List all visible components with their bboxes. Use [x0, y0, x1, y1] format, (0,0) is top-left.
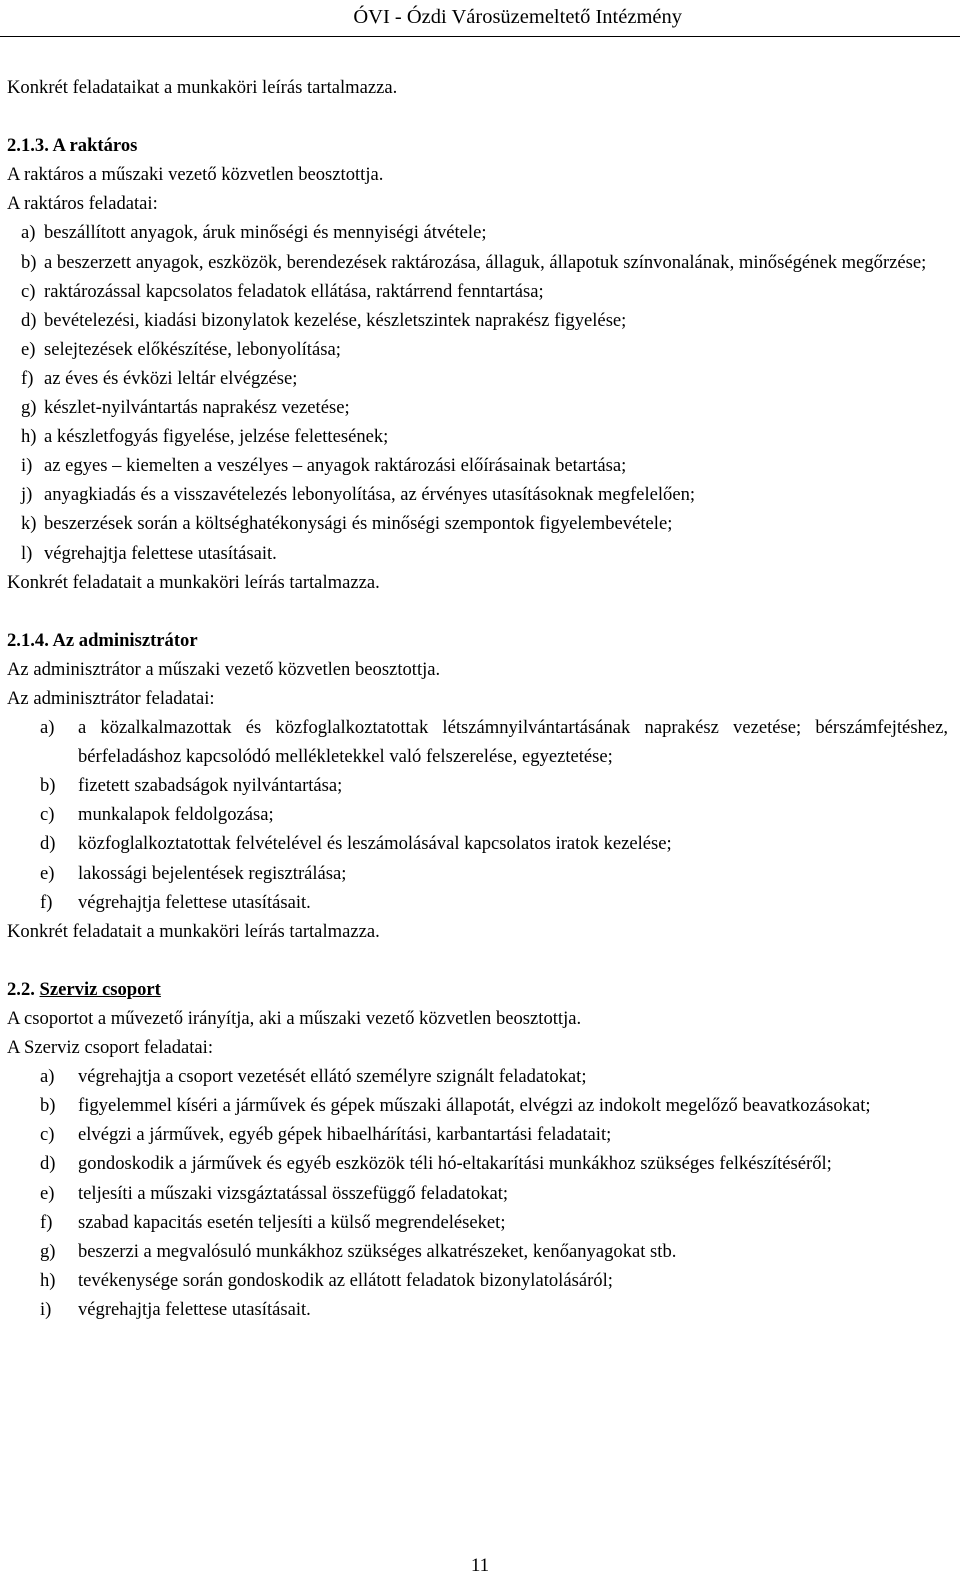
item-text: beszerzi a megvalósuló munkákhoz szükséges alkatrészeket, kenőanyagokat stb.	[78, 1240, 677, 1262]
list-item	[40, 859, 954, 888]
item-label: h)	[40, 1269, 56, 1291]
list-item	[40, 771, 954, 800]
section-title-text: A raktáros	[52, 135, 138, 157]
item-text: tevékenysége során gondoskodik az ellátott feladatok bizonylatolásáról;	[78, 1269, 613, 1291]
list-item	[21, 422, 954, 451]
section-title-szerviz	[7, 975, 954, 1004]
item-label: h)	[21, 426, 37, 448]
section-number: 2.1.3.	[7, 135, 49, 157]
item-text: fizetett szabadságok nyilvántartása;	[78, 775, 343, 797]
list-item	[21, 480, 954, 509]
item-text: gondoskodik a járművek és egyéb eszközök téli hó-eltakarítási munkákhoz szükséges felkészítéséről;	[78, 1153, 832, 1175]
item-label: i)	[21, 455, 33, 477]
item-label: d)	[40, 833, 56, 855]
page-footer	[0, 1555, 960, 1577]
item-label: d)	[40, 1153, 56, 1175]
item-label: d)	[21, 309, 37, 331]
list-item	[21, 218, 954, 247]
list-item	[40, 1149, 954, 1178]
item-text: lakossági bejelentések regisztrálása;	[78, 862, 347, 884]
item-text: selejtezések előkészítése, lebonyolítása;	[44, 338, 341, 360]
item-label: b)	[40, 775, 56, 797]
list-item	[40, 888, 954, 917]
item-text: a beszerzett anyagok, eszközök, berendezések raktározása, állaguk, állapotuk színvonalának, minőségének megőrzése;	[44, 251, 927, 273]
item-label: a)	[40, 1066, 55, 1088]
list-item	[40, 1266, 954, 1295]
list-item	[21, 277, 954, 306]
item-label: c)	[40, 1124, 55, 1146]
tasks-heading: Az adminisztrátor feladatai:	[7, 687, 215, 709]
item-text: raktározással kapcsolatos feladatok ellátása, raktárrend fenntartása;	[44, 280, 544, 302]
tasks-heading: A Szerviz csoport feladatai:	[7, 1037, 214, 1059]
item-label: a)	[40, 717, 55, 739]
task-list-szerviz	[40, 1062, 954, 1324]
item-label: e)	[40, 862, 55, 884]
section-title-raktaros	[7, 131, 954, 160]
item-text: végrehajtja a csoport vezetését ellátó személyre szignált feladatokat;	[78, 1066, 587, 1088]
list-item	[40, 829, 954, 858]
list-item	[40, 1062, 954, 1091]
list-item	[21, 451, 954, 480]
item-text: a készletfogyás figyelése, jelzése felettesének;	[44, 426, 389, 448]
item-text: végrehajtja felettese utasításait.	[78, 891, 311, 913]
list-item	[40, 800, 954, 829]
item-text: az éves és évközi leltár elvégzése;	[44, 367, 298, 389]
item-label: i)	[40, 1298, 52, 1320]
section-number: 2.2.	[7, 978, 35, 1000]
section-title-text: Az adminisztrátor	[52, 629, 198, 651]
subordination-text: Az adminisztrátor a műszaki vezető közvetlen beosztottja.	[7, 658, 441, 680]
item-label: c)	[40, 804, 55, 826]
page-header	[0, 0, 960, 37]
closing-text: Konkrét feladatait a munkaköri leírás tartalmazza.	[7, 571, 380, 593]
list-item	[21, 306, 954, 335]
item-text: készlet-nyilvántartás naprakész vezetése;	[44, 397, 350, 419]
item-label: j)	[21, 484, 33, 506]
list-item	[40, 1120, 954, 1149]
item-text: bevételezési, kiadási bizonylatok kezelése, készletszintek naprakész figyelése;	[44, 309, 627, 331]
item-text: végrehajtja felettese utasításait.	[44, 542, 277, 564]
item-label: c)	[21, 280, 36, 302]
list-item	[40, 1179, 954, 1208]
item-text: teljesíti a műszaki vizsgáztatással összefüggő feladatokat;	[78, 1182, 509, 1204]
document-body	[7, 73, 954, 1324]
list-item	[21, 393, 954, 422]
item-text: beszállított anyagok, áruk minőségi és mennyiségi átvétele;	[44, 222, 487, 244]
item-text: elvégzi a járművek, egyéb gépek hibaelhárítási, karbantartási feladatait;	[78, 1124, 612, 1146]
item-label: k)	[21, 513, 37, 535]
item-label: a)	[21, 222, 36, 244]
section-title-adminisztrator	[7, 626, 954, 655]
header-title: ÓVI - Ózdi Városüzemeltető Intézmény	[353, 6, 682, 28]
item-label: f)	[21, 367, 34, 389]
subordination-text: A csoportot a művezető irányítja, aki a műszaki vezető közvetlen beosztottja.	[7, 1008, 582, 1029]
item-text: szabad kapacitás esetén teljesíti a külső megrendeléseket;	[78, 1211, 506, 1233]
list-item	[40, 713, 954, 771]
item-label: b)	[21, 251, 37, 273]
list-item	[21, 248, 954, 277]
task-list-raktaros	[21, 218, 954, 567]
item-label: e)	[21, 338, 36, 360]
item-text: anyagkiadás és a visszavételezés lebonyolítása, az érvényes utasításoknak megfelelően;	[44, 484, 696, 506]
intro-text: Konkrét feladataikat a munkaköri leírás tartalmazza.	[7, 77, 398, 98]
section-title-text: Szerviz csoport	[39, 978, 161, 1000]
item-label: e)	[40, 1182, 55, 1204]
list-item	[40, 1295, 954, 1324]
item-label: l)	[21, 542, 33, 564]
subordination-text: A raktáros a műszaki vezető közvetlen beosztottja.	[7, 164, 384, 186]
item-text: a közalkalmazottak és közfoglalkoztatottak létszámnyilvántartásának naprakész vezetése; bérszámfejtéshez, bérfeladáshoz kapcsolódó mellékletekkel való felszerelése, egyeztetése;	[78, 717, 948, 768]
tasks-heading: A raktáros feladatai:	[7, 193, 158, 215]
closing-text: Konkrét feladatait a munkaköri leírás tartalmazza.	[7, 920, 380, 942]
list-item	[21, 335, 954, 364]
item-label: f)	[40, 891, 53, 913]
item-label: g)	[21, 397, 37, 419]
list-item	[21, 539, 954, 568]
item-text: az egyes – kiemelten a veszélyes – anyagok raktározási előírásainak betartása;	[44, 455, 627, 477]
task-list-adminisztrator	[40, 713, 954, 917]
list-item	[21, 509, 954, 538]
list-item	[40, 1237, 954, 1266]
item-text: munkalapok feldolgozása;	[78, 804, 274, 826]
list-item	[40, 1091, 954, 1120]
item-text: figyelemmel kíséri a járművek és gépek műszaki állapotát, elvégzi az indokolt megelőző beavatkozásokat;	[78, 1095, 871, 1117]
list-item	[21, 364, 954, 393]
page-number: 11	[470, 1555, 490, 1576]
list-item	[40, 1208, 954, 1237]
item-text: beszerzések során a költséghatékonysági és minőségi szempontok figyelembevétele;	[44, 513, 673, 535]
item-label: b)	[40, 1095, 56, 1117]
item-text: végrehajtja felettese utasításait.	[78, 1298, 311, 1320]
item-label: g)	[40, 1240, 56, 1262]
item-text: közfoglalkoztatottak felvételével és leszámolásával kapcsolatos iratok kezelése;	[78, 833, 672, 855]
section-number: 2.1.4.	[7, 629, 49, 651]
item-label: f)	[40, 1211, 53, 1233]
